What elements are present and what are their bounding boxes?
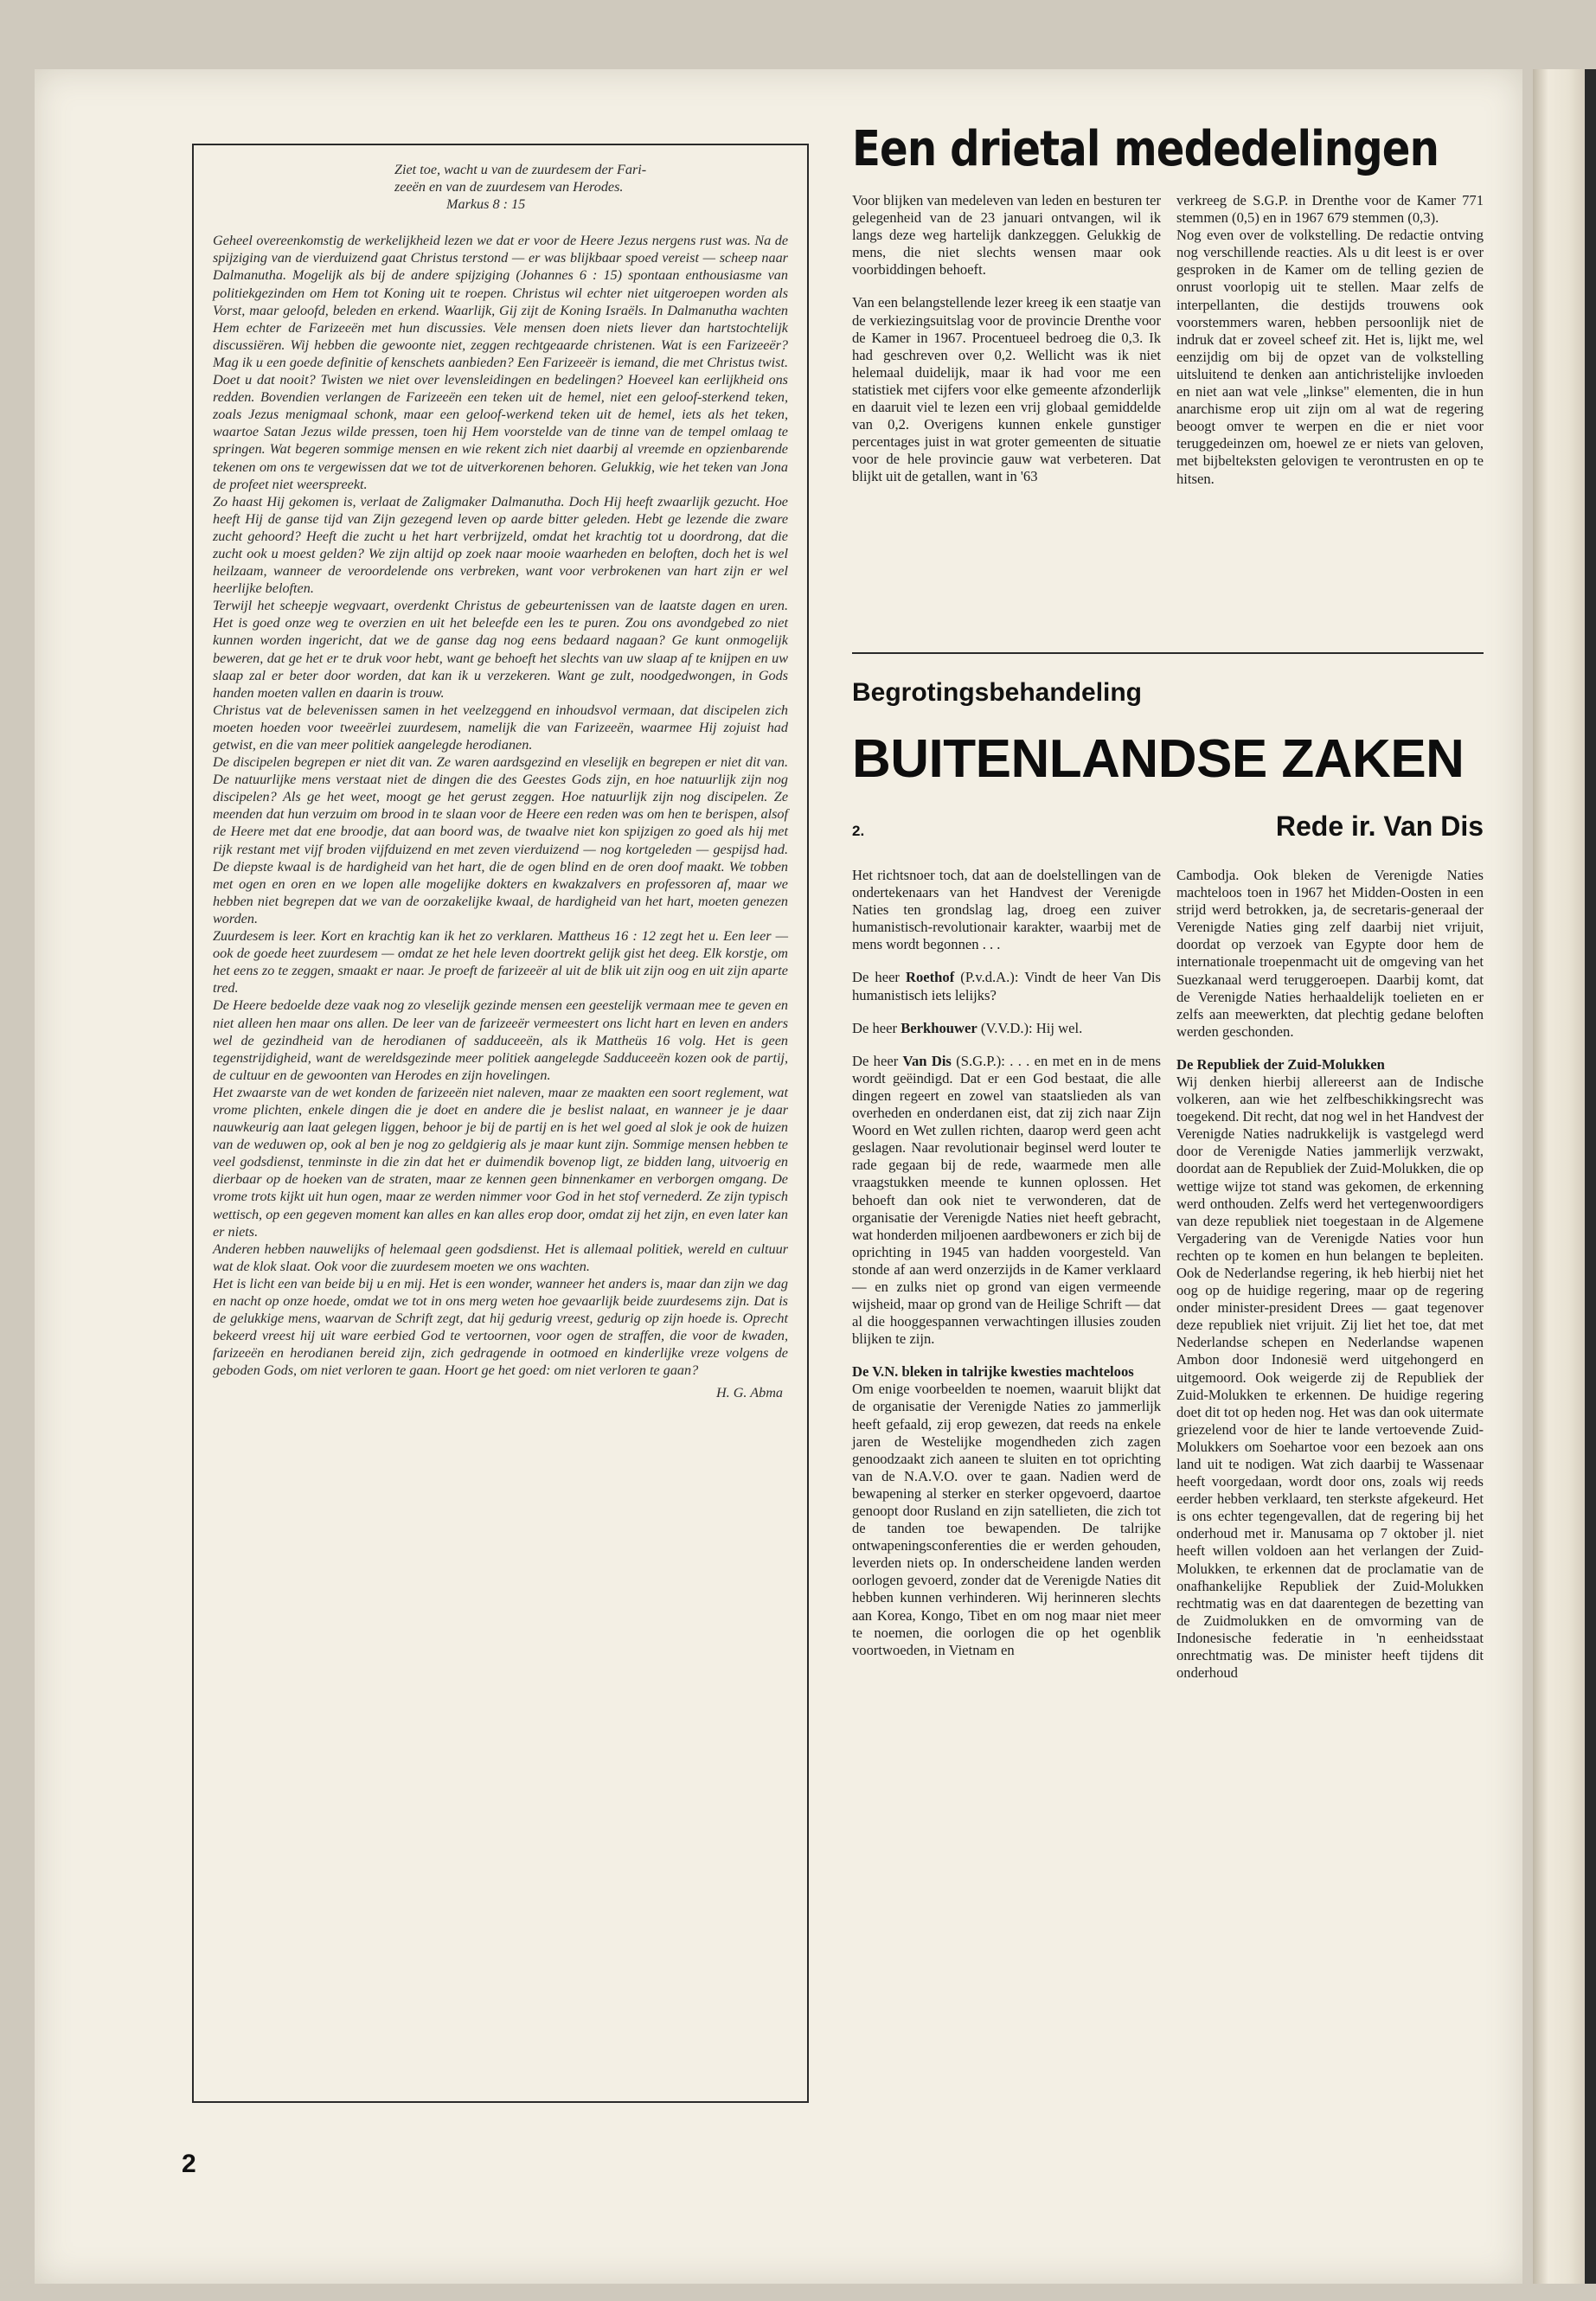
meditation-paragraph: Anderen hebben nauwelijks of helemaal geen godsdienst. Het is allemaal politiek, wereld en cultuur wat de klok slaat. Ook voor die zuurdesem moeten we ons wachten. (213, 1240, 788, 1274)
buitenland-paragraph: De heer Van Dis (S.G.P.): . . . en met en in de mens wordt geëindigd. Dat er een God bestaat, die alle dingen regeert en zowel van staatslieden als van overheden en onderdanen eist, dat zij zich naar Zijn Woord en Wet zullen richten, daarop werd geen acht geslagen. Naar revolutionair beginsel werd louter te rade gegaan bij de rede, waarmede men alle vraagstukken meende te kunnen oplossen. Het behoeft dan ook niet te verwonderen, dat de organisatie der Verenigde Naties niet heeft gebracht, wat honderden miljoenen aardbewoners er zich bij de oprichting in 1945 van hadden voorgesteld. Van stonde af aan werd onzerzijds in de Kamer verklaard — en zulks niet op grond van eigen vermeende wijsheid, maar op grond van de Heilige Schrift — dat al die hooggespannen verwachtingen illusies zouden blijken te zijn. (852, 1052, 1161, 1348)
meditation-paragraph: Zo haast Hij gekomen is, verlaat de Zaligmaker Dalmanutha. Doch Hij heeft zwaarlijk gezucht. Hoe heeft Hij de ganse tijd van Zijn gezegend leven op aarde bitter geleden. Hebt ge lezende die zware zucht gehoord? Heeft die zucht u het hart verbrijzeld, omdat het krachtig tot u doordrong, dat die zucht ook u moest gelden? We zijn altijd op zoek naar mooie waarheden en beloften, doch het is wel heilzaam, wanneer de veroordelende ons verbreken, want voor verbrokenen van hart zijn er wel heerlijke beloften. (213, 493, 788, 597)
motto-line: zeeën en van de zuurdesem van Herodes. (394, 179, 624, 195)
buitenland-paragraph: De heer Roethof (P.v.d.A.): Vindt de heer Van Dis humanistisch iets lelijks? (852, 969, 1161, 1003)
buitenland-paragraph: Cambodja. Ook bleken de Verenigde Naties machteloos toen in 1967 het Midden-Oosten in een strijd werd betrokken, ja, de secretaris-generaal der Verenigde Naties ging zelf daarbij niet vrijuit, doordat op verzoek van Egypte door hem de internationale troepenmacht uit de omgeving van het Suezkanaal werd teruggeroepen. Daarbij komt, dat de Verenigde Naties herhaaldelijk toelieten en er zelfs aan meewerkten, dat plechtig gedane beloften werden geschonden. (1176, 867, 1484, 1040)
meditation-paragraph: De discipelen begrepen er niet dit van. Ze waren aardsgezind en vleselijk en begrepen er niet dit van. De natuurlijke mens verstaat niet de dingen die des Geestes Gods zijn, en hoe natuurlijk zijn nog discipelen? Als ge het weet, moogt ge het gerust zeggen. Hoe natuurlijk zijn nog discipelen. Ze meenden dat hun verzuim om brood in te slaan voor de Heere een reden was om hen te berispen, alsof de Heere met dat ene broodje, dat aan boord was, de twaalve niet kon spijzigen zo goed als hij met rijk restant met vijf broden vijfduizend en met zeven vierduizend — nog kortgeleden — gespijsd had. De diepste kwaal is de hardigheid van het hart, die de ogen blind en de oren doof maakt. We tobben met ogen en oren en we lopen alle mogelijke dokters en kwakzalvers en professoren af, maar we hebben niet begrepen dat we van de oorzakelijke kwaal, de hardigheid van het hart, moeten genezen worden. (213, 754, 788, 926)
meditation-paragraph: Het is licht een van beide bij u en mij. Het is een wonder, wanneer het anders is, maar dan zijn we dag en nacht op onze hoede, omdat we tot in ons merg weten hoe gevaarlijk beide zuurdesems zijn. Dat is de gelukkige mens, waarvan de Schrift zegt, dat hij gedurig vreest, gedurig op zijn hoede is. Oprecht bekeerd vreest hij uit ware eerbied God te vertoornen, voor ogen de straffen, die voor de kwaden, farizeeën en herodianen bereid zijn, zich gedragende in ootmoed en kinderlijke vreze volgens de geboden Gods, om niet verloren te gaan. Hoort ge het goed: om niet verloren te gaan? (213, 1275, 788, 1379)
motto-reference: Markus 8 : 15 (446, 196, 526, 213)
meditation-signature: H. G. Abma (715, 1385, 783, 1401)
section-title: BUITENLANDSE ZAKEN (852, 729, 1465, 789)
meditation-paragraph: Geheel overeenkomstig de werkelijkheid lezen we dat er voor de Heere Jezus nergens rust was. Na de spijziging van de vierduizend gaat Christus terstond — er was blijkbaar spoed vereist — scheep naar Dalmanutha. Mogelijk als bij de andere spijziging (Johannes 6 : 15) spontaan enthousiasme van politiekgezinden om Hem tot Koning uit te roepen. Christus wil echter niet uitgeroepen worden als Vorst, maar geloofd, beleden en erkend. Waarlijk, Gij zijt de Koning Israëls. In Dalmanutha wachten Hem echter de Farizeeën met hun discussies. Vele mensen doen niets liever dan hartstochtelijk discussiëren. Wij hebben die gewoonte niet, zeggen rechtgeaarde christenen. Wat is een Farizeeër? Mag ik u een goede definitie of kenschets aanbieden? Een Farizeeër is iemand, die met Christus twist. Doet u dat nooit? Twisten we niet over levensleidingen en bedelingen? Hoeveel kan eerlijkheid ons redden. Bovendien verlangen de Farizeeën een teken uit de hemel, niet een geloof-sterkend teken, zoals Jezus menigmaal schonk, maar een geloof-werkend teken uit de hemel, iets als het teken, waartoe Satan Jezus wilde pressen, toen hij Hem voorstelde van de tinne van de tempel omlaag te springen. Wat begeren sommige mensen en wie rekent zich niet daarbij al vreemde en opzienbarende tekenen om ons te vergewissen dat we tot de uitverkorenen behoren. Gelukkig, wie het teken van Jona de profeet niet weerspreekt. (213, 233, 788, 492)
buitenland-column-2 (1176, 867, 1484, 1697)
buitenland-paragraph: De heer Berkhouwer (V.V.D.): Hij wel. (852, 1019, 1083, 1036)
meditation-paragraph: Zuurdesem is leer. Kort en krachtig kan ik het zo verklaren. Mattheus 16 : 12 zegt het u. Een leer — ook de goede heet zuurdesem — omdat ze het hele leven doortrekt gelijk gist het deeg. Elk korstje, om het eens zo te zeggen, smaakt er naar. Je proeft de farizeeër al uit de blik uit zijn oog en uit zijn aparte tred. (213, 928, 788, 997)
meditation-text (213, 232, 788, 1379)
subheading: De Republiek der Zuid-Molukken (1176, 1055, 1385, 1073)
drietal-column-2 (1176, 192, 1484, 503)
meditation-paragraph: Het zwaarste van de wet konden de farizeeën niet naleven, maar ze maakten een soort reglement, wat vrome plichten, enkele dingen die je doet en andere die je beslist nalaat, en wanneer je je daar nauwkeurig aan laat gelegen liggen, behoor je bij de partij en is het wel goed al slok je ook de huizen van de weduwen op, ook al ben je nog zo geldgierig als je maar kunt zijn. Sommige mensen hebben te veel godsdienst, tenminste in die zin dat het er duimendik bovenop ligt, ze bidden lang, uitvoerig en dierbaar op de hoeken van de straten, maar ze kennen geen binnenkamer en verborgen omgang. De vrome trots kijkt uit hun ogen, maar ze werden nimmer voor God in het stof vernederd. Ze zijn typisch wettisch, op een gegeven moment kan alles en kan alles erop door, omdat zij het zijn, en even later kan er niets. (213, 1084, 788, 1240)
drietal-paragraph: Van een belangstellende lezer kreeg ik een staatje van de verkiezingsuitslag voor de provincie Drenthe voor de Kamer in 1967. Procentueel bedroeg die 0,3. Ik had geschreven over 0,2. Wellicht was ik niet helemaal duidelijk, maar ik had voor me een statistiek met cijfers voor elke gemeente afzonderlijk en daaruit viel te lezen een vrij globaal gemiddelde van 0,2. Overigens kunnen enkele gunstiger percentages juist in wat groter gemeenten de situatie voor de hele provincie gauw wat verbeteren. Dat blijkt uit de getallen, want in '63 (852, 294, 1161, 485)
meditation-box (192, 144, 809, 2103)
meditation-paragraph: De Heere bedoelde deze vaak nog zo vleselijk gezinde mensen een geestelijk vermaan mee te geven en niet alleen hen maar ons allen. De leer van de farizeeër vermeestert ons licht hart en leven en anders wel de gezindheid van de herodianen of sadduceeën, als ik Mattheüs 16 volg. Het is geen tegenstrijdigheid, want de wereldsgezinde meer politiek aangelegde Sadduceeën kozen ook de partij, de cultuur en de gewoonten van Herodes en zijn hovelingen. (213, 997, 788, 1083)
meditation-motto (394, 161, 788, 213)
drietal-paragraph: verkreeg de S.G.P. in Drenthe voor de Kamer 771 stemmen (0,5) en in 1967 679 stemmen (0,3). (1176, 192, 1484, 227)
binding-edge (1585, 69, 1596, 2284)
page-number: 2 (182, 2150, 196, 2178)
meditation-paragraph: Terwijl het scheepje wegvaart, overdenkt Christus de gebeurtenissen van de laatste dagen en uren. Het is goed onze weg te overzien en uit het beleefde een les te puren. Zou ons avondgebed zo niet kunnen worden ingericht, dat we de ganse dag nog eens bedaard nagaan? Ge kunt onmogelijk beweren, dat ge het er te druk voor hebt, want ge behoeft het slechts van uw slaap af te knijpen en uw slaap zal er beter door worden, dat kan ik u verzekeren. Want ge zult, noodgedwongen, in Gods handen moeten vallen en daarin is trouw. (213, 598, 788, 701)
motto-line: Ziet toe, wacht u van de zuurdesem der Fari- (394, 162, 647, 177)
speaker-name: Berkhouwer (901, 1019, 977, 1036)
drietal-paragraph: Nog even over de volkstelling. De redactie ontving nog verschillende reacties. Als u dit leest is er over gesproken in de Kamer om de telling gezien de onrust voorlopig uit te stellen. Maar zelfs de interpellanten, die destijds trouwens ook voorstemmers waren, hebben persoonlijk niet de indruk dat er zoveel scheef zit. Het is, lijkt me, wel eenzijdig om bij de opzet van de volkstelling uitsluitend te denken aan antichristelijke invloeden en niet aan wat vele „linkse" elementen, die in hun anarchisme erop uit zijn om al wat de regering beoogt omver te werpen en die er niet voor teruggedeinzen om, hoewel ze er niets van geloven, met bijbelteksten gelovigen te verontrusten en op te hitsen. (1176, 227, 1484, 487)
meditation-paragraph: Christus vat de belevenissen samen in het veelzeggend en inhoudsvol vermaan, dat discipelen zich moeten hoeden voor tweeërlei zuurdesem, namelijk die van Farizeeën, waarmee Hij zojuist had getwist, en die van meer politiek aangelegde herodianen. (213, 702, 788, 753)
speaker-line: Rede ir. Van Dis (1275, 811, 1484, 842)
buitenland-paragraph: Om enige voorbeelden te noemen, waaruit blijkt dat de organisatie der Verenigde Naties zo jammerlijk heeft gefaald, zij erop gewezen, dat reeds na enkele jaren de Westelijke mogendheden zich zagen genoodzaakt zich aaneen te sluiten en tot oprichting van de N.A.V.O. over te gaan. Nadien werd de bewapening al sterker en sterker opgevoerd, daartoe genoopt door Rusland en zijn satellieten, die zich tot de tanden toe bewapenden. De talrijke ontwapeningsconferenties die er werden gehouden, leverden niets op. In onderscheidene landen werden oorlogen gevoerd, zonder dat de Verenigde Naties dit hebben kunnen verhinderen. Wij herinneren slechts aan Korea, Kongo, Tibet en om nog maar niet meer te noemen, die oorlogen die op het ogenblik voortwoeden, in Vietnam en (852, 1381, 1161, 1658)
buitenland-paragraph: Wij denken hierbij allereerst aan de Indische volkeren, aan wie het zelfbeschikkingsrecht was toegekend. Dit recht, dat nog wel in het Handvest der Verenigde Naties nadrukkelijk is vastgelegd werd door de Verenigde Naties jammerlijk verzwakt, doordat aan de Republiek der Zuid-Molukken, die op wettige wijze tot stand was gekomen, de erkenning werd onthouden. Zelfs werd het vertegenwoordigers van deze republiek niet toegestaan in de Algemene Vergadering van de Verenigde Naties voor hun rechten op te komen en hun belangen te bepleiten. Ook de Nederlandse regering, ik heb hierbij niet het oog op de huidige regering, maar op de regering onder minister-president Drees — gaat tegenover deze republiek niet vrijuit. Zij liet het toe, dat met Nederlandse schepen en Nederlandse wapenen Ambon door Indonesië werd uitgehongerd en uitgemoord. Ook weigerde zij de Republiek der Zuid-Molukken te erkennen. De huidige regering doet dit tot op heden nog. Het was dan ook uitermate griezelend voor de hier te lande vertoevende Zuid-Molukkers om Soehartoe voor een bezoek aan ons land uit te nodigen. Wat zich daarbij te Wassenaar heeft voorgedaan, wordt door ons, zoals wij reeds eerder hebben verklaard, ten sterkste afgekeurd. Het is ons echter tegengevallen, dat de regering bij het onderhoud met ir. Manusama op 7 oktober jl. niet heeft willen voldoen aan het verlangen der Zuid-Molukken, te erkennen dat de proclamatie van de onafhankelijke Republiek der Zuid-Molukken rechtmatig was en dat daarentegen de bezetting van de Zuidmolukken en de omvorming van de Indonesische federatie in 'n eenheidsstaat onrechtmatig was. De minister heeft tijdens dit onderhoud (1176, 1073, 1484, 1682)
speaker-name: Van Dis (902, 1052, 952, 1069)
part-number: 2. (852, 823, 865, 839)
section-kicker: Begrotingsbehandeling (852, 678, 1143, 707)
section-divider (852, 652, 1484, 654)
drietal-paragraph: Voor blijken van medeleven van leden en besturen ter gelegenheid van de 23 januari ontvangen, wil ik langs deze weg hartelijk dankzeggen. Gelukkig de mens, die niet slechts wensen maar ook voorbiddingen behoeft. (852, 192, 1161, 279)
binding-spine (1533, 69, 1585, 2284)
subheading: De V.N. bleken in talrijke kwesties machteloos (852, 1363, 1134, 1381)
drietal-headline: Een drietal mededelingen (852, 121, 1439, 177)
buitenland-column-1 (852, 867, 1161, 1675)
speaker-name: Roethof (906, 969, 955, 986)
drietal-column-1 (852, 192, 1161, 502)
buitenland-paragraph: Het richtsnoer toch, dat aan de doelstellingen van de ondertekenaars van het Handvest der Verenigde Naties ten grondslag lag, droeg een zuiver humanistisch-revolutionair karakter, waarbij met de mens wordt begonnen . . . (852, 867, 1161, 953)
